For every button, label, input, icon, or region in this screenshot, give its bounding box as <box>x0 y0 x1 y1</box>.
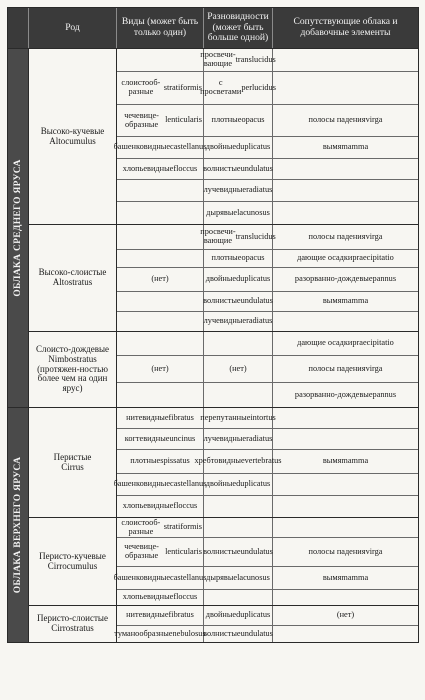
accessory-cell <box>273 538 418 566</box>
accessory-cell <box>273 180 418 201</box>
accessory-cell-ru: полосы падения <box>308 231 366 241</box>
variety-cell <box>204 496 273 517</box>
genus-name <box>29 408 117 517</box>
accessory-cell-ru: вымя <box>322 296 342 306</box>
species-cell <box>117 383 204 407</box>
species-cell-lat: floccus <box>173 501 198 511</box>
variety-cell <box>204 202 273 224</box>
species-cell <box>117 408 204 428</box>
species-cell <box>117 429 204 449</box>
variety-cell-ru: лучевидные <box>203 316 247 326</box>
tier-label-text: ОБЛАКА ВЕРХНЕГО ЯРУСА <box>13 456 23 594</box>
species-cell-ru: слоистооб-разные <box>121 78 161 96</box>
genus-name-ru: Перистые <box>53 451 92 462</box>
species-cell-ru: башенковидные <box>113 479 171 489</box>
accessory-cell <box>273 474 418 495</box>
tier-label <box>8 408 29 642</box>
accessory-cell <box>273 49 418 71</box>
variety-cell-ru: плотные <box>211 253 242 263</box>
genus-name-ru: Высоко-кучевые <box>40 125 105 136</box>
table-row <box>117 159 418 180</box>
variety-cell-lat: duplicatus <box>236 610 271 620</box>
accessory-cell <box>273 137 418 158</box>
variety-cell <box>200 49 276 71</box>
variety-cell <box>200 408 276 428</box>
variety-cell-lat: duplicatus <box>236 479 271 489</box>
accessory-cell <box>273 518 418 537</box>
species-cell <box>117 268 204 291</box>
species-cell <box>117 180 204 201</box>
species-cell-ru: когтевидные <box>124 433 170 443</box>
species-cell-lat: floccus <box>173 592 198 602</box>
species-cell-ru: чечевице-образные <box>124 542 159 560</box>
variety-cell-ru: двойные <box>205 610 237 620</box>
accessory-cell <box>273 567 418 589</box>
genus-note: (протяжен-ностью более чем на один ярус) <box>37 363 108 394</box>
genus-name-ru: Слоисто-дождевые <box>35 344 110 355</box>
species-cell-lat: castellanus <box>170 572 207 582</box>
genus-name-lat: Nimbostratus <box>48 353 97 364</box>
genus-name <box>29 606 117 642</box>
species-cell-ru: хлопьевидные <box>122 592 174 602</box>
accessory-cell <box>273 202 418 224</box>
accessory-cell <box>273 383 418 407</box>
genus-rows <box>117 225 418 331</box>
variety-cell-ru: двойные <box>205 142 237 152</box>
species-cell-lat: castellanus <box>170 479 207 489</box>
accessory-cell <box>273 332 418 355</box>
table-row <box>117 49 418 72</box>
table-row <box>117 429 418 450</box>
species-cell <box>117 225 204 249</box>
accessory-cell-ru: полосы падения <box>308 115 366 125</box>
table-row <box>114 626 418 642</box>
table-header <box>8 8 418 49</box>
species-cell-ru: (нет) <box>151 274 169 284</box>
variety-cell-lat: radiatus <box>246 185 273 195</box>
species-cell-ru: хлопьевидные <box>122 163 174 173</box>
tier-body <box>29 408 418 642</box>
accessory-cell <box>273 626 418 642</box>
variety-cell <box>204 137 273 158</box>
variety-cell-ru: плотные <box>211 115 242 125</box>
table-row <box>117 518 418 538</box>
species-cell-lat: stratiformis <box>163 522 202 532</box>
table-row <box>117 450 418 474</box>
tier-body <box>29 49 418 407</box>
variety-cell <box>204 159 273 179</box>
accessory-cell-lat: mamma <box>341 296 369 306</box>
variety-cell-ru: двойные <box>205 479 237 489</box>
accessory-cell <box>273 356 418 382</box>
genus-rows <box>113 49 418 224</box>
genus-name-lat: Altostratus <box>52 277 93 287</box>
variety-cell-lat: lacunosus <box>237 207 270 217</box>
variety-cell-lat: vertebratus <box>244 456 282 466</box>
accessory-cell-ru: дающие осадки <box>297 253 353 263</box>
tier-label <box>8 49 29 407</box>
variety-cell <box>204 383 273 407</box>
genus-name-lat: Cirrocumulus <box>47 560 98 571</box>
table-row <box>117 408 418 429</box>
accessory-cell-lat: virga <box>365 231 383 241</box>
variety-cell-lat: radiatus <box>246 316 273 326</box>
variety-cell <box>204 518 273 537</box>
species-cell-lat: nebulosus <box>172 628 206 638</box>
accessory-cell-ru: полосы падения <box>308 546 366 556</box>
species-cell <box>114 626 206 642</box>
table-row <box>117 312 418 331</box>
accessory-cell <box>273 250 418 267</box>
variety-cell <box>200 225 276 249</box>
variety-cell-lat: perlucidus <box>241 82 276 92</box>
genus-name <box>29 225 117 331</box>
genus-block <box>29 332 418 407</box>
species-cell-lat: spissatus <box>160 456 190 466</box>
variety-cell-ru: волнистые <box>203 296 241 306</box>
genus-block <box>29 225 418 332</box>
genus-name <box>29 332 117 407</box>
tier-label-text: ОБЛАКА СРЕДНЕГО ЯРУСА <box>13 159 23 297</box>
tier-section <box>8 49 418 408</box>
variety-cell-ru: волнистые <box>203 628 241 638</box>
accessory-cell-lat: virga <box>365 546 383 556</box>
accessory-cell <box>273 72 418 104</box>
species-cell-lat: floccus <box>173 163 198 173</box>
accessory-cell-ru: дающие осадки <box>297 338 353 348</box>
species-cell-ru: хлопьевидные <box>122 501 174 511</box>
species-cell <box>117 292 204 311</box>
variety-cell <box>204 474 273 495</box>
variety-cell <box>204 590 273 605</box>
species-cell <box>117 312 204 331</box>
variety-cell-lat: undulatus <box>240 546 273 556</box>
table-row <box>117 250 418 268</box>
table-row <box>117 496 418 517</box>
variety-cell-ru: просвечи-вающие <box>200 50 236 68</box>
species-cell <box>117 356 204 382</box>
accessory-cell <box>273 268 418 291</box>
variety-cell <box>204 538 273 566</box>
table-row <box>113 567 418 590</box>
species-cell <box>117 49 204 71</box>
variety-cell-ru: просвечи-вающие <box>200 227 236 245</box>
variety-cell-ru: (нет) <box>229 363 247 373</box>
variety-cell-lat: opacus <box>241 115 265 125</box>
accessory-cell <box>273 429 418 449</box>
accessory-cell-ru: вымя <box>322 456 342 466</box>
species-cell-ru: нитевидные <box>126 412 169 422</box>
accessory-cell-lat: virga <box>365 115 383 125</box>
genus-name <box>29 49 117 224</box>
accessory-cell <box>273 606 418 625</box>
variety-cell <box>194 450 282 473</box>
accessory-cell-ru: разорванно-дождевые <box>294 274 373 284</box>
accessory-cell-lat: praecipitatio <box>352 338 394 348</box>
accessory-cell-lat: praecipitatio <box>352 253 394 263</box>
table-row <box>117 105 418 137</box>
species-cell-lat: fibratus <box>168 610 194 620</box>
table-row <box>117 383 418 407</box>
species-cell <box>117 105 204 136</box>
species-cell-ru: башенковидные <box>113 142 171 152</box>
species-cell <box>117 450 204 473</box>
table-row <box>117 606 418 626</box>
variety-cell-lat: undulatus <box>240 628 273 638</box>
species-cell-ru: слоистооб-разные <box>121 517 161 536</box>
genus-block <box>29 606 418 642</box>
species-cell <box>117 72 204 104</box>
accessory-cell-lat: pannus <box>372 274 397 284</box>
genus-rows <box>117 332 418 407</box>
species-cell-ru: чечевице-образные <box>124 110 159 129</box>
species-cell <box>117 606 204 625</box>
species-cell-lat: lenticularis <box>165 115 202 125</box>
variety-cell <box>204 250 273 267</box>
variety-cell-ru: хребтовидные <box>194 456 245 466</box>
genus-rows <box>113 517 418 605</box>
variety-cell-lat: translucidus <box>235 231 276 241</box>
genus-name <box>29 518 117 605</box>
species-cell-ru: (нет) <box>151 363 169 373</box>
genus-block <box>29 49 418 225</box>
variety-cell <box>204 429 273 449</box>
species-cell <box>117 496 204 517</box>
variety-cell <box>204 292 273 311</box>
variety-cell-lat: lacunosus <box>237 572 270 582</box>
accessory-cell-lat: mamma <box>341 572 369 582</box>
table-row <box>117 292 418 312</box>
table-row <box>117 225 418 250</box>
genus-name-ru: Перисто-кучевые <box>39 550 106 561</box>
variety-cell-ru: двойные <box>205 274 237 284</box>
accessory-cell-ru: разорванно-дождевые <box>294 389 373 399</box>
accessory-cell <box>273 159 418 179</box>
variety-cell <box>204 268 273 291</box>
table-row <box>117 538 418 567</box>
header-variety: Разновидности (может быть больше одной) <box>204 8 273 48</box>
accessory-cell-lat: mamma <box>341 456 369 466</box>
genus-name-lat: Altocumulus <box>49 135 96 146</box>
species-cell-lat: castellanus <box>170 142 207 152</box>
species-cell <box>117 518 204 537</box>
table-row <box>113 474 418 496</box>
variety-cell <box>204 332 273 355</box>
header-tier <box>8 8 29 48</box>
genus-rows <box>114 606 418 642</box>
table-row <box>117 590 418 605</box>
variety-cell-ru: волнистые <box>203 546 241 556</box>
accessory-cell <box>273 292 418 311</box>
variety-cell <box>204 567 273 589</box>
table-row <box>117 72 418 105</box>
header-genus: Род <box>29 8 117 48</box>
accessory-cell <box>273 105 418 136</box>
table-row <box>117 356 418 383</box>
species-cell-lat: lenticularis <box>165 546 202 556</box>
species-cell-lat: fibratus <box>168 412 194 422</box>
variety-cell-ru: дырявые <box>206 207 238 217</box>
species-cell-ru: плотные <box>130 456 161 466</box>
variety-cell-lat: translucidus <box>235 54 276 64</box>
variety-cell <box>204 312 273 331</box>
variety-cell-ru: лучевидные <box>203 185 247 195</box>
species-cell <box>117 538 204 566</box>
genus-name-lat: Cirrus <box>61 461 84 472</box>
tier-section <box>8 408 418 642</box>
variety-cell-lat: duplicatus <box>236 274 271 284</box>
species-cell <box>117 332 204 355</box>
accessory-cell-lat: virga <box>365 363 383 373</box>
variety-cell-lat: undulatus <box>240 296 273 306</box>
accessory-cell <box>273 450 418 473</box>
species-cell-lat: uncinus <box>169 433 196 443</box>
variety-cell-lat: radiatus <box>246 433 273 443</box>
variety-cell-lat: duplicatus <box>236 142 271 152</box>
table-row <box>117 202 418 224</box>
table-body <box>8 49 418 642</box>
variety-cell-ru: с просветами <box>200 78 242 96</box>
variety-cell <box>204 105 273 136</box>
genus-block <box>29 408 418 518</box>
genus-name-ru: Высоко-слоистые <box>38 267 107 278</box>
accessory-cell-ru: вымя <box>322 572 342 582</box>
accessory-cell <box>273 312 418 331</box>
header-species: Виды (может быть только один) <box>117 8 204 48</box>
variety-cell-lat: intortus <box>250 412 276 422</box>
species-cell <box>113 137 207 158</box>
variety-cell-ru: лучевидные <box>203 433 247 443</box>
species-cell-ru: туманообразные <box>114 628 173 638</box>
species-cell <box>117 159 204 179</box>
table-row <box>117 332 418 356</box>
header-accessory-clouds: Сопутствующие облака и добавочные элементы <box>293 16 398 38</box>
genus-block <box>29 518 418 606</box>
genus-name-ru: Перисто-слоистые <box>37 613 108 624</box>
accessory-cell-ru: полосы падения <box>308 363 366 373</box>
table-row <box>113 137 418 159</box>
species-cell <box>117 590 204 605</box>
species-cell <box>113 567 207 589</box>
accessory-cell <box>273 408 418 428</box>
accessory-cell <box>273 590 418 605</box>
accessory-cell-ru: (нет) <box>336 610 355 620</box>
variety-cell <box>204 606 273 625</box>
accessory-cell <box>273 225 418 249</box>
variety-cell <box>204 626 273 642</box>
species-cell <box>117 202 204 224</box>
species-cell <box>117 250 204 267</box>
species-cell-ru: башенковидные <box>113 572 171 582</box>
accessory-cell-lat: mamma <box>341 142 369 152</box>
genus-name-lat: Cirrostratus <box>51 623 94 633</box>
accessory-cell <box>273 496 418 517</box>
accessory-cell-ru: вымя <box>322 142 342 152</box>
species-cell-ru: нитевидные <box>126 610 169 620</box>
variety-cell-lat: opacus <box>241 253 265 263</box>
species-cell <box>113 474 207 495</box>
variety-cell-lat: undulatus <box>240 163 273 173</box>
variety-cell <box>200 72 276 104</box>
cloud-classification-table <box>7 7 419 643</box>
table-row <box>117 268 418 292</box>
variety-cell-ru: перепутанные <box>200 412 251 422</box>
table-row <box>117 180 418 202</box>
variety-cell-ru: волнистые <box>203 163 241 173</box>
accessory-cell-lat: pannus <box>372 389 397 399</box>
species-cell-lat: stratiformis <box>163 82 202 92</box>
variety-cell <box>204 356 273 382</box>
variety-cell-ru: дырявые <box>206 572 238 582</box>
genus-rows <box>113 408 418 517</box>
variety-cell <box>204 180 273 201</box>
